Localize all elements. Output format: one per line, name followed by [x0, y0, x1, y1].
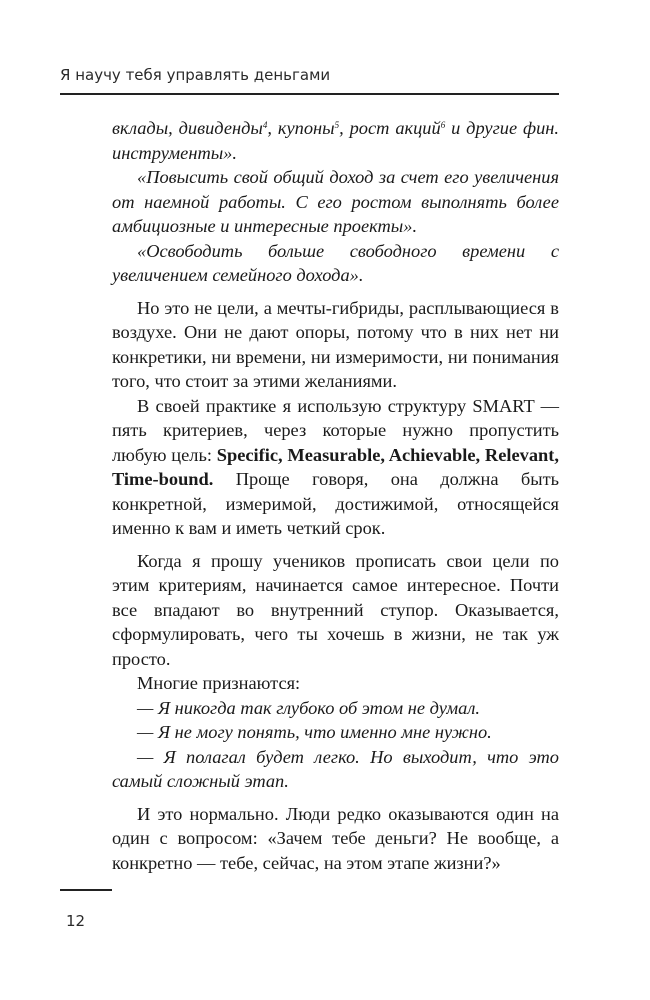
- text-segment: , купоны: [267, 118, 335, 138]
- text-segment: Проще говоря, она должна быть конкретной, измеримой, достижимой, относящейся именно к вам и иметь четкий срок.: [112, 469, 559, 538]
- body-text: [112, 116, 559, 875]
- page-number: 12: [66, 912, 86, 930]
- text-segment: и другие фин. инструменты».: [112, 118, 559, 163]
- quote-income-goal: «Повысить свой общий доход за счет его увеличения от наемной работы. С его ростом выполнять более амбициозные и интересные проекты».: [112, 167, 559, 236]
- paragraph-deposits: [112, 116, 559, 165]
- quote-cannot-understand: — Я не могу понять, что именно мне нужно.: [137, 722, 492, 742]
- footer-divider: [60, 889, 112, 891]
- text-segment: , рост акций: [339, 118, 441, 138]
- paragraph-many-admit: Многие признаются:: [137, 673, 301, 693]
- paragraph-students: Когда я прошу учеников прописать свои цели по этим критериям, начинается самое интересное. Почти все впадают во внутренний ступор. Оказывается, сформулировать, чего ты хочешь в жизни, не так уж просто.: [112, 550, 559, 669]
- smart-criteria: Specific, Measurable, Achievable, Relevant, Time-bound.: [112, 444, 559, 489]
- paragraph-normal: И это нормально. Люди редко оказываются один на один с вопросом: «Зачем тебе деньги? Не вообще, а конкретно — тебе, сейчас, на этом этапе жизни?»: [112, 803, 559, 873]
- header-divider: [60, 93, 559, 95]
- quote-free-time-goal: «Освободить больше свободного времени с увеличением семейного дохода».: [112, 240, 559, 285]
- paragraph-dream-hybrids: Но это не цели, а мечты-гибриды, расплывающиеся в воздухе. Они не дают опоры, потому что в них нет ни конкретики, ни времени, ни измеримости, ни понимания того, что стоит за этими желаниями.: [112, 297, 559, 391]
- text-segment: В своей практике я использую структуру SMART — пять критериев, через которые нужно пропустить любую цель:: [112, 395, 559, 465]
- footnote-ref-6: 6: [440, 120, 446, 130]
- footnote-ref-5: 5: [334, 120, 340, 130]
- footnote-ref-4: 4: [262, 120, 268, 130]
- running-title: Я научу тебя управлять деньгами: [60, 66, 331, 84]
- text-segment: вклады, дивиденды: [112, 118, 263, 138]
- paragraph-smart: [112, 394, 559, 541]
- quote-never-thought: — Я никогда так глубоко об этом не думал.: [137, 697, 480, 718]
- quote-thought-easy: — Я полагал будет легко. Но выходит, что это самый сложный этап.: [112, 746, 559, 791]
